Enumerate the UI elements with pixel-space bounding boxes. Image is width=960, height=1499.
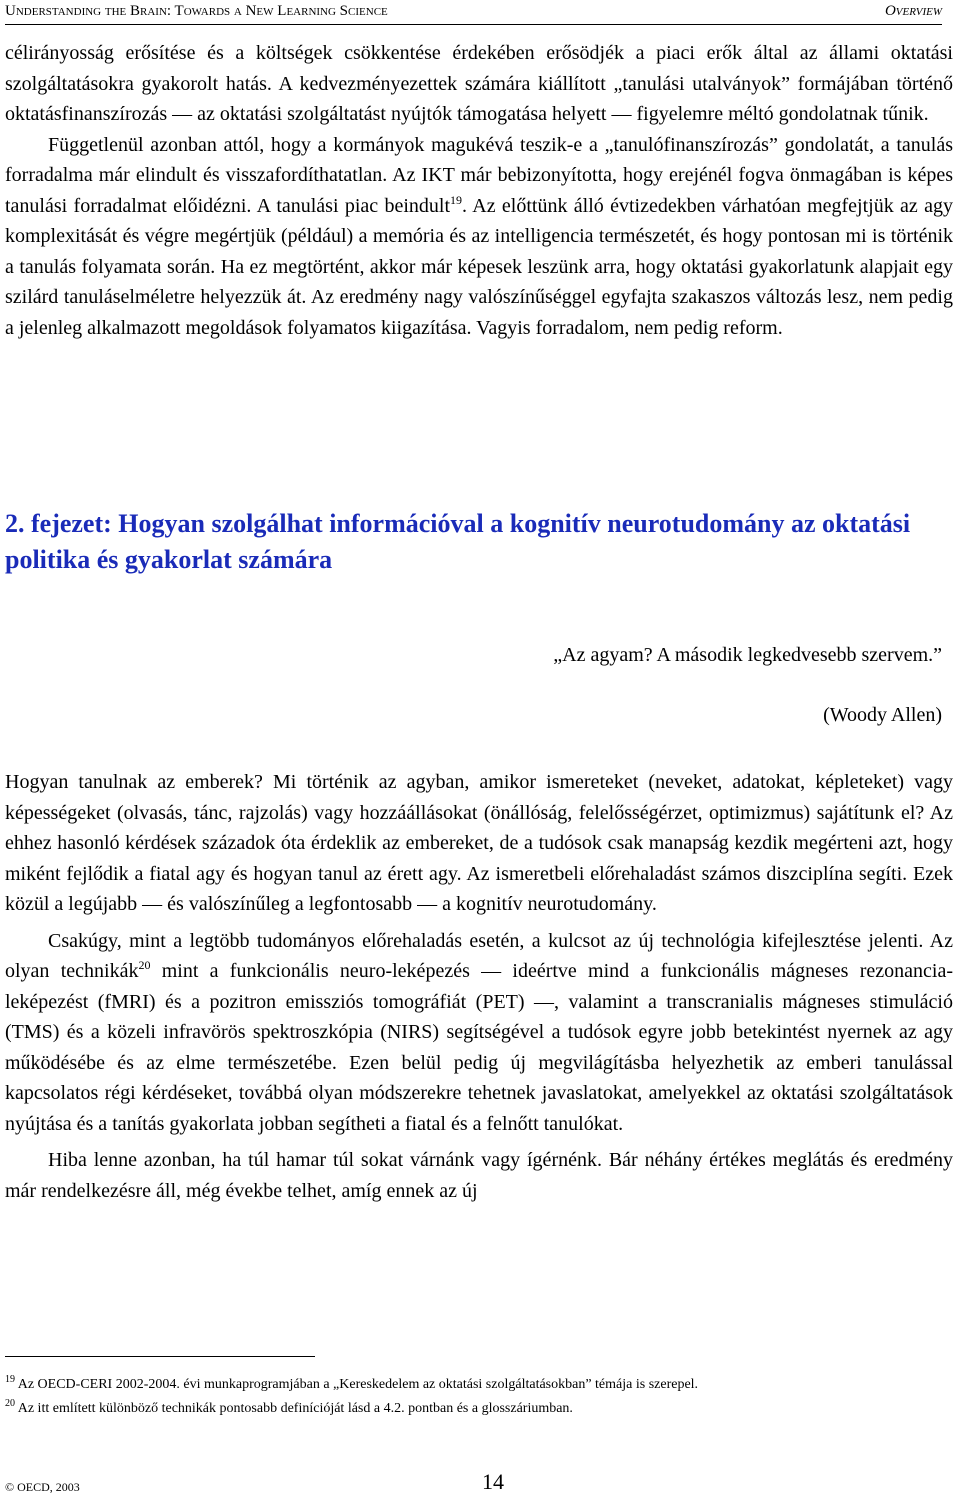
paragraph-technology — [5, 926, 953, 1140]
footnote-19 — [5, 1376, 953, 1394]
technology-text-b: mint a funkcionális neuro-leképezés — ideértve mind a funkcionális mágneses rezonancia-leképezést (fMRI) és a pozitron emissziós tomográfiát (PET) —, valamint a transcranialis mágneses stimuláció (TMS) és a közeli infravörös spektroszkópia (NIRS) segítségével a tudósok egyre jobb betekintést nyernek az agy működésébe és az elme természetébe. Ezen belül pedig új megvilágításba helyezhetik az emberi tanulással kapcsolatos régi kérdéseket, továbbá olyan módszerekre tehetnek javaslatokat, amelyekkel az oktatási szolgáltatások nyújtása és a tanítás gyakorlata jobban segítheti a fiatal és a felnőtt tanulókat. — [5, 960, 953, 1135]
revolution-paragraph — [5, 130, 953, 344]
epigraph-quote: „Az agyam? A második legkedvesebb szervem.” — [553, 644, 942, 666]
epigraph-author: (Woody Allen) — [823, 704, 942, 726]
paragraph-how-people-learn: Hogyan tanulnak az emberek? Mi történik az agyban, amikor ismereteket (neveket, adatokat, képleteket) vagy képességeket (olvasás, tánc, rajzolás) vagy hozzáállásokat (önállóság, felelősségérzet, optimizmus) sajátítunk el? Az ehhez hasonló kérdések századok óta érdeklik az embereket, de a tudósok csak manapság kezdik megérteni azt, hogy miként fejlődik a fiatal agy és hogyan tanul az érett agy. Az ismeretbeli előrehaladást számos diszciplína segíti. Ezek közül a legújabb — és valószínűleg a legfontosabb — a kognitív neurotudomány. — [5, 771, 953, 915]
footnote-20 — [5, 1400, 953, 1418]
footnote-text: Az itt említett különböző technikák pontosabb definícióját lásd a 4.2. pontban és a glosszáriumban. — [17, 1401, 573, 1416]
header-section: Overview — [884, 3, 942, 19]
running-header — [5, 0, 942, 25]
footnote-number: 19 — [5, 1374, 15, 1385]
technology-text-a: Csakúgy, mint a legtöbb tudományos előrehaladás esetén, a kulcsot az új technológia kifejlesztése jelenti. Az olyan technikák — [5, 929, 953, 982]
chapter-heading: 2. fejezet: Hogyan szolgálhat információval a kognitív neurotudomány az oktatási politika és gyakorlat számára — [5, 509, 911, 574]
footnote-text: Az OECD-CERI 2002-2004. évi munkaprogramjában a „Kereskedelem az oktatási szolgáltatásokban” témája is szerepel. — [17, 1377, 699, 1392]
footnote-ref-20[interactable]: 20 — [138, 958, 151, 972]
continued-paragraph: célirányosság erősítése és a költségek csökkentése érdekében erősödjék a piaci erők által az állami oktatási szolgáltatásokra gyakorolt hatás. A kedvezményezettek számára kiállított „tanulási utalványok” formájában történő oktatásfinanszírozás — az oktatási szolgáltatást nyújtók támogatása helyett — figyelemre méltó gondolatnak tűnik. — [5, 42, 953, 125]
footnote-ref-19[interactable]: 19 — [450, 192, 463, 207]
header-title: Understanding the Brain: Towards a New Learning Science — [5, 3, 388, 19]
revolution-text-a: Függetlenül azonban attól, hogy a kormányok magukévá teszik-e a „tanulófinanszírozás” gondolatát, a tanulás forradalma már elindult és visszafordíthatatlan. Az IKT már bebizonyította, hogy erejénél fogva önmagában is képes tanulási forradalmat előidézni. A tanulási piac beindult — [5, 133, 953, 217]
paragraph-caution: Hiba lenne azonban, ha túl hamar túl sokat várnánk vagy ígérnénk. Bár néhány értékes meglátás és eredmény már rendelkezésre áll, még évekbe telhet, amíg ennek az új — [5, 1149, 953, 1202]
top-text-block — [5, 38, 953, 343]
footnote-separator — [5, 1356, 315, 1357]
footer-copyright: © OECD, 2003 — [5, 1480, 80, 1494]
revolution-text-b: . Az előttünk álló évtizedekben várhatóan megfejtjük az agy komplexitását és végre megértjük (például) a memória és az intelligencia természetét, és hogy pontosan mi is történik a tanulás folyamata során. Ha ez megtörtént, akkor már képesek leszünk arra, hogy oktatási gyakorlatunk alapjait egy szilárd tanuláselméletre helyezzük át. Az eredmény nagy valószínűséggel egyfajta szakaszos változás lesz, nem pedig a jelenleg alkalmazott megoldások folyamatos kiigazítása. Vagyis forradalom, nem pedig reform. — [5, 194, 954, 339]
page-number: 14 — [482, 1469, 504, 1494]
main-text-block — [5, 767, 953, 1206]
footnote-number: 20 — [5, 1398, 15, 1409]
